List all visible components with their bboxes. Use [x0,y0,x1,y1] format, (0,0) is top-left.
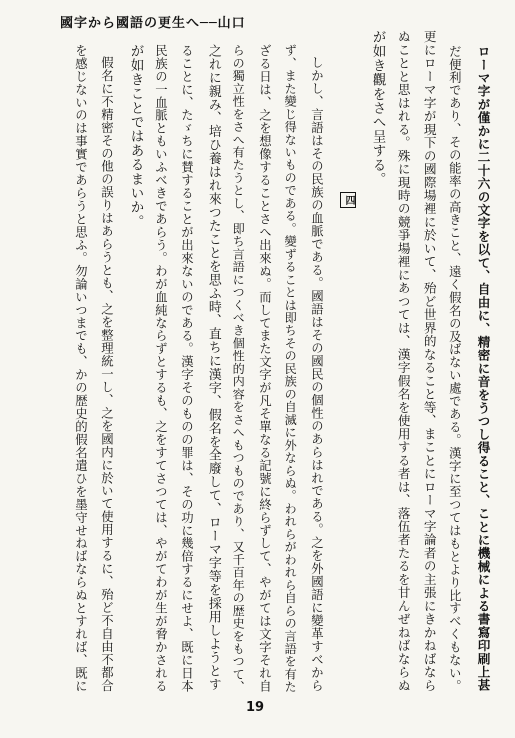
text-line-5: が如き觀をさへ呈する。 [369,30,386,187]
text-line-2: だ便利であり、その能率の高きこと、遠く假名の及ばない處である。漢字に至つてはもとより比すべくもない。 [447,45,462,693]
text-line-12: 民族の一血脈ともいふべきであらう。わが血純ならずとするも、之をすてさつては、やがてわが生が脅かされる [153,44,168,693]
text-line-6: しかし、言語はその民族の血脈である。國語はその國民の個性のあらはれである。之を外國語に變革すべから [309,56,324,693]
text-line-8: ざる日は、之を想像することさへ出來ぬ。而してまた文字が凡そ單なる記號に終らずして、やがては文字それ自 [257,44,272,693]
text-line-9: らの獨立性をさへ有たうとし、即ち言語につくべき個性的内容をさへもつものであり、又千百年の歴史をもつて、 [231,44,246,694]
text-line-14: 假名に不精密その他の誤りはあらうとも、之を整理統一し、之を國内に於いて使用するに、殆ど不自由不都合 [99,56,114,693]
text-line-11: ることに、たゞちに賛することが出來ないのである。漢字そのものの罪は、その功に幾倍するにせよ、既に日本 [179,44,194,693]
running-header: 國字から國語の更生へ──山口 [60,16,246,31]
section-number-box: 四 [340,192,356,208]
page-number: 19 [246,700,265,715]
text-line-7: ず、また變じ得ないものである。變ずることは即ちその民族の自滅に外ならぬ。われらがわれら自らの言語を有た [283,44,298,694]
text-line-10: 之れに親み、培ひ養はれ來つたことを思ふ時、直ちに漢字、假名を全廢して、ローマ字等を採用しようとす [205,44,221,692]
text-line-3: 更にローマ字が現下の國際場裡に於いて、殆ど世界的なること等、まことにローマ字論者の主張にきかねばなら [421,30,437,692]
text-line-15: を感じないのは事實であらうと思ふ。勿論いつまでも、かの歴史的假名遣ひを墨守せねばならぬとすれば、既に [73,44,88,693]
text-line-13: が如きことではあるまいか。 [127,44,144,229]
text-line-1: ローマ字が僅かに二十六の文字を以て、自由に、精密に音をうつし得ること、ことに機械による書寫印刷上甚 [475,45,491,692]
text-line-4: ぬことと思はれる。殊に現時の競爭場裡にあつては、漢字假名を使用する者は、落伍者たるを甘んぜねばならぬ [395,30,411,692]
